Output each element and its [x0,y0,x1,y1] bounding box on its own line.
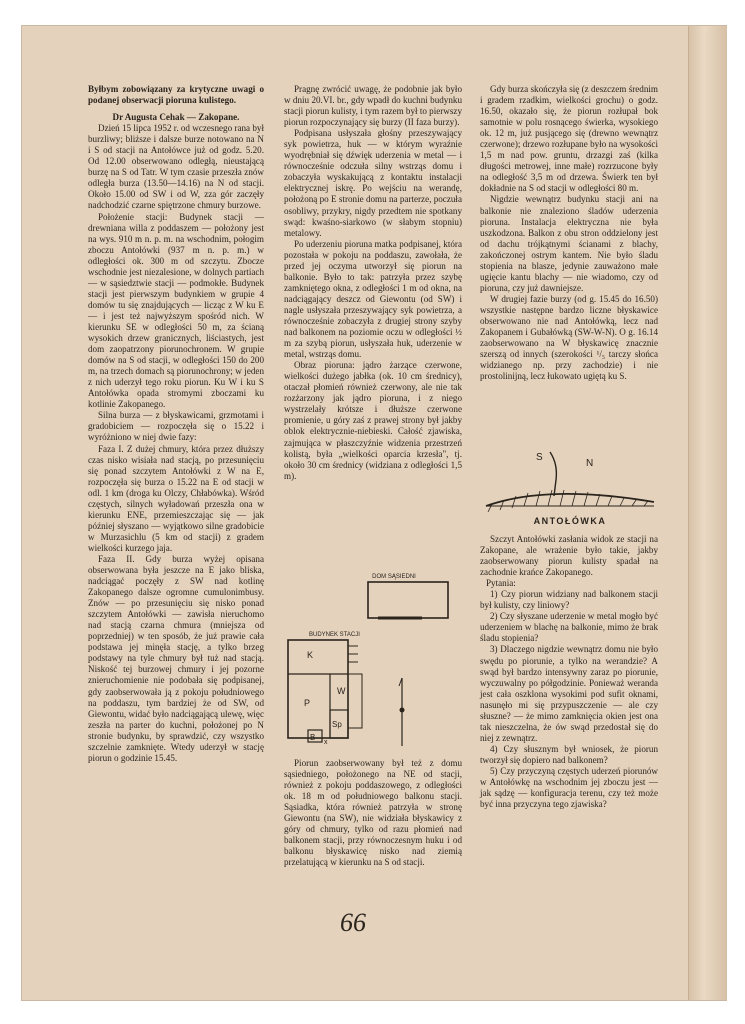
floor-plan-figure [282,570,462,752]
tree-caption: ANTOŁÓWKA [533,516,607,526]
intro-note: Byłbym zobowiązany za krytyczne uwagi o podanej obserwacji pioruna kulistego. [88,84,264,106]
plan-label-x: x [324,739,328,746]
col3-paragraph: Gdy burza skończyła się (z deszczem średnim i gradem rzadkim, wielkości grochu) o godz. 16.50, okazało się, że piorun rozłupał bok samotnie w polu rosnącego świerka, wysokiego ok. 12 m, już pusjącego się (drewno wewnątrz czerwone); drzewo rozłupane było na wysokości 1,5 m nad pow. gruntu, drzazgi zaś (kilka długości metrowej, inne małe) rozrzucone były na odległość 3,5 m od drzewa. Świerk ten był dokładnie na S od stacji w odległości 80 m. [480,84,658,194]
plan-label-b: B [310,733,316,742]
column-2-bottom [284,758,462,868]
col3-paragraph: Nigdzie wewnątrz budynku stacji ani na balkonie nie znaleziono śladów uderzenia pioruna. Instalacja elektryczna nie była uszkodzona. Balkon z obu stron oddzielony jest od dachu trójkątnymi ścianami z blachy, zakończonej ostrym kantem. Nie było śladu stopienia na blasze, jedynie zauważono małe ugięcie kantu blachy — nie wiadomo, czy od pioruna, czy już dawniejsze. [480,194,658,293]
col1-paragraph: Dzień 15 lipca 1952 r. od wczesnego rana był burzliwy; bliższe i dalsze burze notowano na N i S od stacji na Antołówce już od godz. 5.20. Od 12.00 obserwowano odległą, nieustającą burzę na S od Tatr. W tym czasie przeszła znów odległa burza (13.50—14.16) na N od stacji. Około 15.00 od SW i od W, zza gór zaczęły nadchodzić czarne spiętrzone chmury burzowe. [88,123,264,211]
page-edge [688,26,727,1000]
plan-label-sp: Sp [332,720,342,729]
column-3-bottom [480,534,658,810]
plan-label-k: K [307,650,314,660]
col2-paragraph: Obraz pioruna: jądro żarzące czerwone, wielkości dużego jabłka (ok. 10 cm średnicy), otaczał płomień również czerwony, ale nie tak rozżarzony jak jądro pioruna, i z niego wystrzelały krótsze i dłuższe czerwone promienie, u góry zaś z prawej strony był jakby oblok elektrycznie-niebieski. Całość zjawiska, zajmująca w płaszczyźnie widzenia przestrzeń kolistą, była „wielkości oparcia krzesła", tj. około 30 cm średnicy (widziana z odległości 1,5 m). [284,360,462,481]
antolowka-figure [478,444,660,528]
article-author: Dr Augusta Cehak — Zakopane. [112,112,240,123]
col1-paragraph: Faza II. Gdy burza wyżej opisana obserwowana była jeszcze na E jako bliska, nadciągać poczęły z SW nad kotlinę Zakopanego dalsze ogromne cumulonimbusy. Znów — po przesunięciu się nisko ponad szczytem Antołówki — zawisła nieruchomo nad stacją czarna chmura (mniejsza od poprzedniej) w ten sposób, że już prawie cała podstawa jej minęła stację, a tylko brzeg podstawy na tyle chmury był tuż nad stacją. Niskość tej burzowej chmury i jej pozorne znieruchomienie nie podobała się podpisanej, gdy zaobserwowała ją z pokoju południowego na poddaszu, tym bardziej że od SW, od Giewontu, widać było nadciągającą ulewę, więc zeszła na parter do kuchni, położonej po N stronie budynku, by sprawdzić, czy wszystko szczelnie zamknięte. Wtedy uderzył w stację piorun o godzinie 15.45. [88,553,264,763]
col2-paragraph: Pragnę zwrócić uwagę, że podobnie jak było w dniu 20.VI. br., gdy wpadł do kuchni budynku stacji piorun kulisty, i tym razem był to pierwszy piorun rozpoczynający się burzy (II faza burzy). [284,84,462,128]
col2-paragraph: Podpisana usłyszała głośny przeszywający syk powietrza, huk — w którym wyraźnie wyodrębniał się dźwięk uderzenia w metal — i równocześnie odczuła silny wstrząs domu i zobaczyła wyskakującą z kontaktu instalacji elektrycznej iskrę. Po wejściu na werandę, położoną po E stronie domu na parterze, poczuła osobliwy, przykry, nigdy przedtem nie spotkany swąd: kwaśno-siarkowo (w słabym stopniu) metalowy. [284,128,462,238]
question-item: 1) Czy piorun widziany nad balkonem stacji był kulisty, czy liniowy? [480,589,658,611]
col2-paragraph: Po uderzeniu pioruna matka podpisanej, która pozostała w pokoju na poddaszu, zawołała, że przed jej oczyma utworzył się piorun na balkonie. Było to tak: patrzyła przez szybę zamkniętego okna, z odległości 1 m od okna, na nadciągający deszcz od Giewontu (od SW) i nagle usłyszała przeszywający syk powietrza, a równocześnie zobaczyła z drugiej strony szyby nad balkonem na poziomie oczu w odległości ½ m za szybą piorun, usłyszała huk, uderzenie w metal, wstrząs domu. [284,238,462,360]
column-2 [284,84,462,482]
question-item: 5) Czy przyczyną częstych uderzeń piorunów w Antołówkę na wschodnim jej zboczu jest — jak sądzę — konfiguracja terenu, czy też może być inna przyczyna tego zjawiska? [480,765,658,810]
column-1 [88,84,264,764]
plan-label-stacja: BUDYNEK STACJI [309,632,360,638]
column-3 [480,84,658,382]
col2-paragraph: Piorun zaobserwowany był też z domu sąsiedniego, położonego na NE od stacji, również z pokoju poddaszowego, z odległości ok. 18 m od południowego balkonu stacji. Sąsiadka, która również patrzyła w stronę Giewontu (na SW), nie widziała błyskawicy z góry od chmury, tylko od razu płomień nad balkonem stacji, przy równoczesnym huku i od balkonu błyskawicę nisko nad ziemią przelatującą w kierunku na S od stacji. [284,758,462,868]
question-item: 3) Dlaczego nigdzie wewnątrz domu nie było swędu po piorunie, a tylko na werandzie? A swąd był bardzo intensywny zaraz po piorunie, wyczuwalny po półgodzinie. Ponieważ weranda jest cała oszklona wysokimi pod sufit oknami, nasunęło mi się przypuszczenie — ale czy słuszne? — że mimo zamknięcia okien jest ona tak nieszczelna, że ów swąd przedostał się do niej z zewnątrz. [480,644,658,743]
plan-label-w: W [337,686,346,696]
col3-paragraph: Szczyt Antołówki zasłania widok ze stacji na Zakopane, ale wrażenie było takie, jakby zaobserwowany piorun kulisty spadał na zachodnie krańce Zakopanego. [480,534,658,578]
questions-title: Pytania: [486,578,516,589]
col1-paragraph: Silna burza — z błyskawicami, grzmotami i gradobiciem — rozpoczęła się o 15.22 i wyróżniono w niej dwie fazy: [88,410,264,443]
tree-label-n: N [586,458,594,469]
question-item: 2) Czy słyszane uderzenie w metal mogło być uderzeniem w blachę na balkonie, mimo że brak śladu stopienia? [480,611,658,644]
question-item: 4) Czy słusznym był wniosek, że piorun tworzył się dopiero nad balkonem? [480,743,658,765]
col3-paragraph: W drugiej fazie burzy (od g. 15.45 do 16.50) wszystkie następne bardzo liczne błyskawice obserwowano nie nad Antołówką, lecz nad Zakopanem i Gubałówką (SW-W-N). O g. 16.14 zaobserwowano na W błyskawicę znacznie szerszą od innych (szerokości ¹/₅ tarczy słońca widzianego np. przy zachodzie) i nie prostolinijną, lecz łukowato ugiętą ku S. [480,293,658,382]
col1-paragraph: Położenie stacji: Budynek stacji — drewniana willa z poddaszem — położony jest na wys. 910 m n. p. m. na wschodnim, połogim zboczu Antołówki (937 m n. p. m.) w odległości ok. 300 m od szczytu. Zbocze wschodnie jest niezalesione, w dolnych partiach — w sąsiedztwie stacji — podmokłe. Budynek stacji jest pierwszym budynkiem w grupie 4 domów tu się znajdujących — licząc z W ku E — i jest też najwyższym spośród nich. W kierunku SE w odległości 50 m, za ścianą wysokich drzew granicznych, liściastych, jest dom zaopatrzony piorunochronem. W grupie domów na S od stacji, w odległości 150 do 200 m, na trzech domach są piorunochrony; w jeden z nich uderzył tego roku piorun. Ku W i ku S Antołówka opada stromymi zboczami ku kotlinie Zakopanego. [88,211,264,410]
col1-paragraph: Faza I. Z dużej chmury, która przez dłuższy czas nisko wisiała nad stacją, po przesunięciu się ponad szczytem Antołówki z W na E, rozpoczęła się burza o 15.22 na E od stacji w odl. 1 km (droga ku Olczy, Chłabówka). Wśród częstych, silnych wyładowań przeszła ona w kierunku ENE, przemieszczając się — jak później słyszano — wyjątkowo silne gradobicie w Murzasichlu (5 km od stacji) z gradem wielkości kurzego jaja. [88,443,264,553]
plan-label-dom: DOM SĄSIEDNI [372,574,416,580]
tree-label-s: S [536,452,543,463]
plan-label-p: P [304,698,311,708]
page-number: 66 [340,908,366,937]
